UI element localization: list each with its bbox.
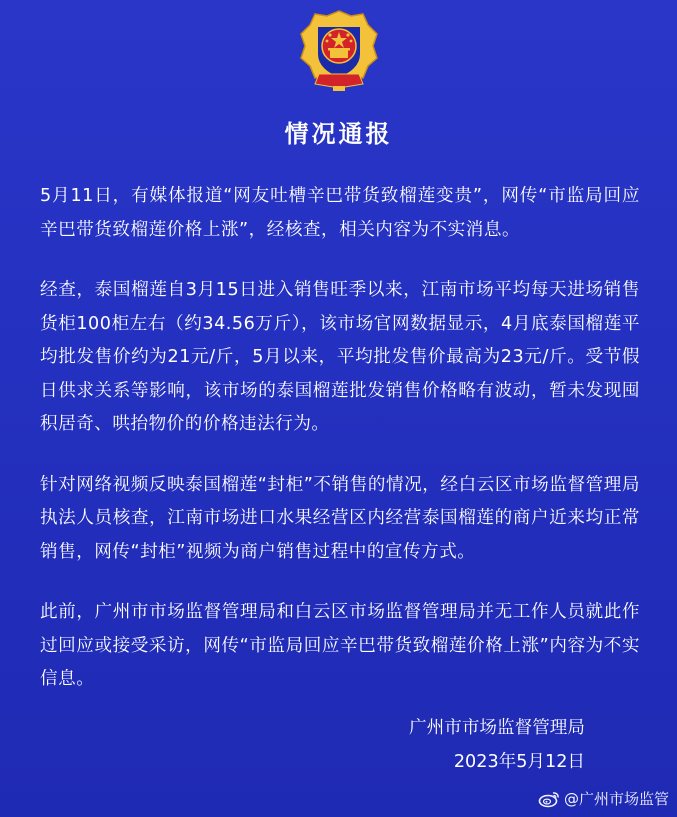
paragraph-3: 针对网络视频反映泰国榴莲“封柜”不销售的情况，经白云区市场监督管理局执法人员核查，江南市场进口水果经营区内经营泰国榴莲的商户近来均正常销售，网传“封柜”视频为商户销售过程中的宣传方式。	[40, 474, 640, 562]
police-emblem-icon	[297, 8, 381, 94]
watermark-text: @广州市场监管	[563, 790, 669, 808]
paragraph-4: 此前，广州市市场监督管理局和白云区市场监督管理局并无工作人员就此作过回应或接受采访，网传“市监局回应辛巴带货致榴莲价格上涨”内容为不实信息。	[40, 602, 640, 689]
signature-block	[409, 712, 585, 779]
paragraph-2: 经查，泰国榴莲自3月15日进入销售旺季以来，江南市场平均每天进场销售货柜100柜左右（约34.56万斤），该市场官网数据显示，4月底泰国榴莲平均批发售价约为21元/斤，5月以来，平均批发售价最高为23元/斤。受节假日供求关系等影响，该市场的泰国榴莲批发销售价格略有波动，暂未发现囤积居奇、哄抬物价的价格违法行为。	[40, 280, 640, 434]
paragraph-1: 5月11日，有媒体报道“网友吐槽辛巴带货致榴莲变贵”，网传“市监局回应辛巴带货致榴莲价格上涨”，经核查，相关内容为不实消息。	[40, 186, 640, 240]
signature-org: 广州市市场监督管理局	[409, 718, 585, 738]
weibo-icon	[538, 790, 560, 808]
signature-date: 2023年5月12日	[453, 751, 585, 772]
weibo-watermark	[538, 788, 669, 809]
page-title: 情况通报	[284, 120, 393, 148]
notice-body	[40, 180, 640, 724]
